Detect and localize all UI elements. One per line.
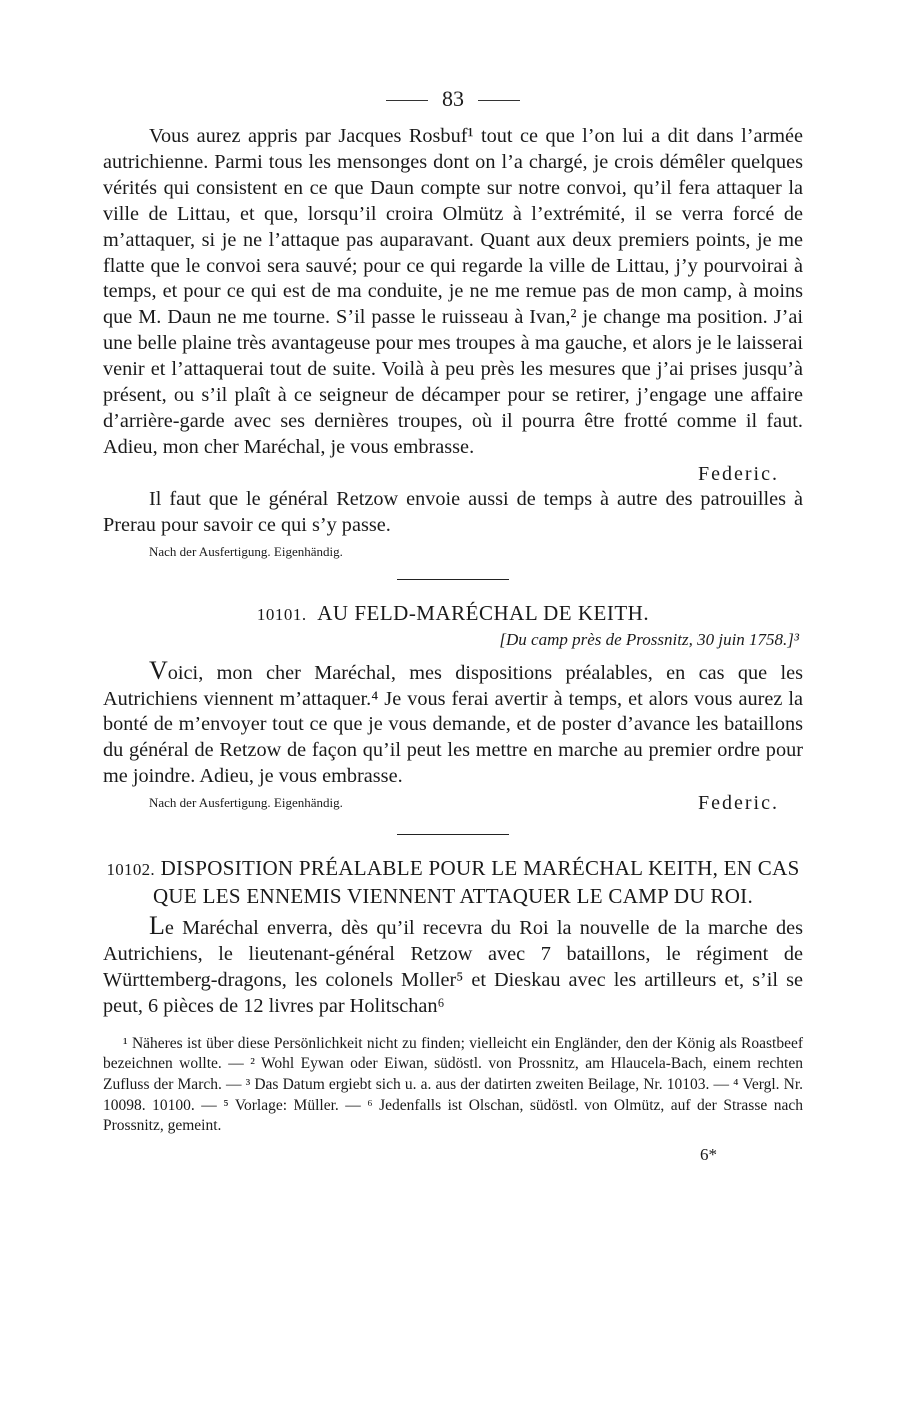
- header-dash-right: [478, 100, 520, 101]
- letter-postscript: Il faut que le général Retzow envoie aussi de temps à autre des patrouilles à Prerau pour savoir ce qui s’y passe.: [103, 487, 803, 536]
- doc-10102-title: DISPOSITION PRÉALABLE POUR LE MARÉCHAL KEITH, EN CAS QUE LES ENNEMIS VIENNENT ATTAQUER LE CAMP DU ROI.: [152, 856, 800, 909]
- doc-10101-initial: V: [149, 655, 168, 685]
- header-dash-left: [386, 100, 428, 101]
- doc-10102-initial: L: [149, 911, 165, 941]
- doc-10101-paragraph: [103, 655, 803, 791]
- doc-10102-number: 10102.: [106, 860, 155, 880]
- doc-10101-signature: Federic.: [698, 792, 779, 815]
- section-divider-2: [397, 834, 509, 835]
- page: [103, 84, 803, 1165]
- letter-source-note: Nach der Ausfertigung. Eigenhändig.: [149, 543, 343, 559]
- doc-10101-heading: [103, 600, 803, 628]
- doc-10101-title: AU FELD-MARÉCHAL DE KEITH.: [317, 600, 650, 625]
- section-divider: [397, 579, 509, 580]
- doc-10101-dateline: [Du camp près de Prossnitz, 30 juin 1758.]³: [499, 629, 799, 649]
- printer-signature-mark: 6*: [700, 1144, 717, 1164]
- doc-10102-heading: [103, 855, 803, 909]
- page-header: [103, 84, 803, 124]
- doc-10101-text: oici, mon cher Maréchal, mes dispositions préalables, en cas que les Autrichiens viennent m’attaquer.⁴ Je vous ferai avertir à temps, et alors vous aurez la bonté de m’envoyer tout ce que je vous demande, et de poster d’avance les bataillons du général de Retzow de façon qu’il peut les mettre en marche au premier ordre pour me joindre. Adieu, je vous embrasse.: [103, 661, 803, 788]
- doc-10101-source-note: Nach der Ausfertigung. Eigenhändig.: [149, 795, 343, 811]
- doc-10101-number: 10101.: [256, 604, 307, 624]
- footnotes: [103, 1034, 803, 1137]
- page-number: 83: [442, 86, 464, 111]
- doc-10102-paragraph: [103, 913, 803, 1020]
- letter-paragraph: Vous aurez appris par Jacques Rosbuf¹ tout ce que l’on lui a dit dans l’armée autrichienne. Parmi tous les mensonges dont on l’a chargé, je crois démêler quelques vérités qui consistent en ce que Daun compte sur notre convoi, qu’il fera attaquer la ville de Littau, et que, lorsqu’il croira Olmütz à l’extrémité, il se verra forcé de m’attaquer, si je ne l’attaque pas auparavant. Quant aux deux premiers points, je me flatte que le convoi sera sauvé; pour ce qui regarde la ville de Littau, j’y pourvoirai à temps, et pour ce qui est de ma conduite, je ne me remue pas de mon camp, à moins que M. Daun ne me tourne. S’il passe le ruisseau à Ivan,² je change ma position. J’ai une belle plaine très avantageuse pour mes troupes à ma gauche, et alors je le laisserai venir et l’attaquerai tout de suite. Voilà à peu près les mesures que j’ai prises jusqu’à présent, ou s’il plaît à ce seigneur de décamper pour se retirer, j’engage une affaire d’arrière-garde avec ses dernières troupes, où il pourra être frotté comme il faut. Adieu, mon cher Maréchal, je vous embrasse.: [103, 125, 803, 458]
- doc-10102-text: e Maréchal enverra, dès qu’il recevra du Roi la nouvelle de la marche des Autrichiens, le lieutenant-général Retzow avec 7 bataillons, le régiment de Württemberg-dragons, les colonels Moller⁵ et Dieskau avec les artilleurs et, s’il se peut, 6 pièces de 12 livres par Holitschan⁶: [103, 917, 803, 1017]
- doc-10101-footer: [103, 790, 803, 816]
- letter-signature: Federic.: [698, 462, 779, 485]
- footnote-block: ¹ Näheres ist über diese Persönlichkeit nicht zu finden; vielleicht ein Engländer, den der König als Roastbeef bezeichnen wollte. — ² Wohl Eywan oder Eiwan, südöstl. von Prossnitz, am Hlaucela-Bach, einem rechten Zufluss der March. — ³ Das Datum ergiebt sich u. a. aus der datirten zweiten Beilage, Nr. 10103. — ⁴ Vergl. Nr. 10098. 10100. — ⁵ Vorlage: Müller. — ⁶ Jedenfalls ist Olschan, südöstl. von Olmütz, auf der Strasse nach Prossnitz, gemeint.: [103, 1034, 803, 1135]
